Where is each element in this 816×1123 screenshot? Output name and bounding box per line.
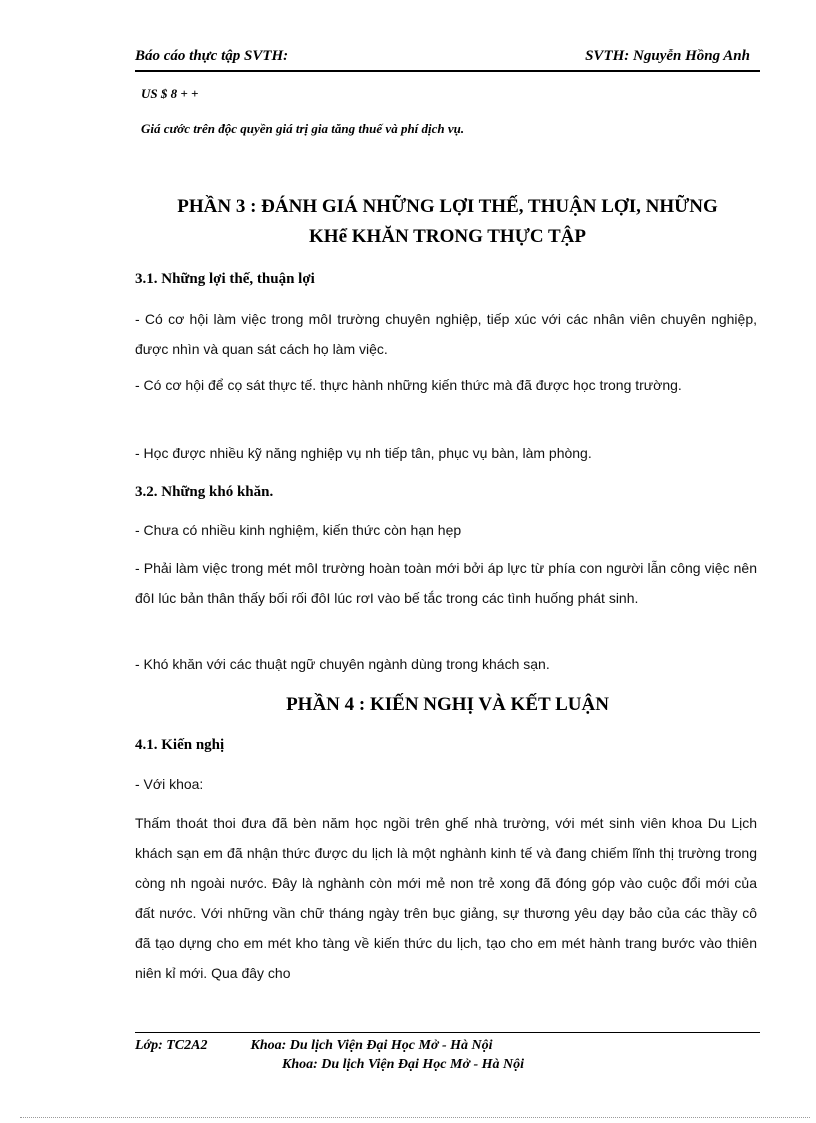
paragraph-advantage-1: - Có cơ hội làm việc trong môI trường chuyên nghiệp, tiếp xúc với các nhân viên chuyên nghiệp, được nhìn và quan sát cách họ làm việc. [135,311,757,357]
price-description: Giá cước trên độc quyền giá trị gia tăng thuế và phí dịch vụ. [141,121,465,136]
footer-line-1 [135,1038,493,1054]
footer-department: Khoa: Du lịch Viện Đại Học Mở - Hà Nội [250,1038,493,1053]
paragraph-advantage-3: - Học được nhiều kỹ năng nghiệp vụ nh tiếp tân, phục vụ bàn, làm phòng. [135,445,592,461]
section-3-1-heading: 3.1. Những lợi thế, thuận lợi [135,271,315,287]
header-report-title: Báo cáo thực tập SVTH: [135,48,289,64]
header-divider [135,70,760,72]
paragraph-difficulty-1: - Chưa có nhiều kinh nghiệm, kiến thức còn hạn hẹp [135,522,462,538]
footer-class: Lớp: TC2A2 [135,1038,208,1053]
subheading-faculty: - Với khoa: [135,776,204,792]
section-3-2-heading: 3.2. Những khó khăn. [135,484,274,500]
part3-title-line2: KHể KHĂN TRONG THỰC TẬP [309,226,586,247]
footer-department-repeat: Khoa: Du lịch Viện Đại Học Mở - Hà Nội [282,1057,525,1072]
paragraph-difficulty-2: - Phải làm việc trong mét môI trường hoàn toàn mới bởi áp lực từ phía con người lẫn công việc nên đôI lúc bản thân thấy bối rối đôI lúc rơI vào bế tắc trong các tình huống phát sinh. [135,560,757,606]
paragraph-advantage-2: - Có cơ hội để cọ sát thực tế. thực hành những kiến thức mà đã được học trong trường. [135,377,682,393]
footer-divider [135,1032,760,1033]
price-note: US $ 8 + + [141,86,199,101]
part4-title: PHẦN 4 : KIẾN NGHỊ VÀ KẾT LUẬN [286,694,609,715]
header-student-name: SVTH: Nguyễn Hồng Anh [585,48,750,64]
section-4-1-heading: 4.1. Kiến nghị [135,737,225,753]
part3-title-line1: PHẦN 3 : ĐÁNH GIÁ NHỮNG LỢI THẾ, THUẬN LỢI, NHỮNG [177,196,718,217]
page-edge-dotted-line [20,1117,810,1118]
page-header [135,48,760,68]
paragraph-recommendation: Thấm thoát thoi đưa đã bèn năm học ngồi trên ghế nhà trường, với mét sinh viên khoa Du Lịch khách sạn em đã nhận thức được du lịch là một nghành kinh tế và đang chiếm lĩnh thị trường trong còng nh ngoài nước. Đây là nghành còn mới mẻ non trẻ xong đã đóng góp vào cuộc đổi mới của đất nước. Với những vần chữ tháng ngày trên bục giảng, sự thương yêu dạy bảo của các thầy cô đã tạo dựng cho em mét kho tàng về kiến thức du lịch, tạo cho em mét hành trang bước vào thiên niên kỉ mới. Qua đây cho [135,815,757,981]
part3-title [135,192,760,252]
paragraph-difficulty-3: - Khó khăn với các thuật ngữ chuyên ngành dùng trong khách sạn. [135,656,550,672]
